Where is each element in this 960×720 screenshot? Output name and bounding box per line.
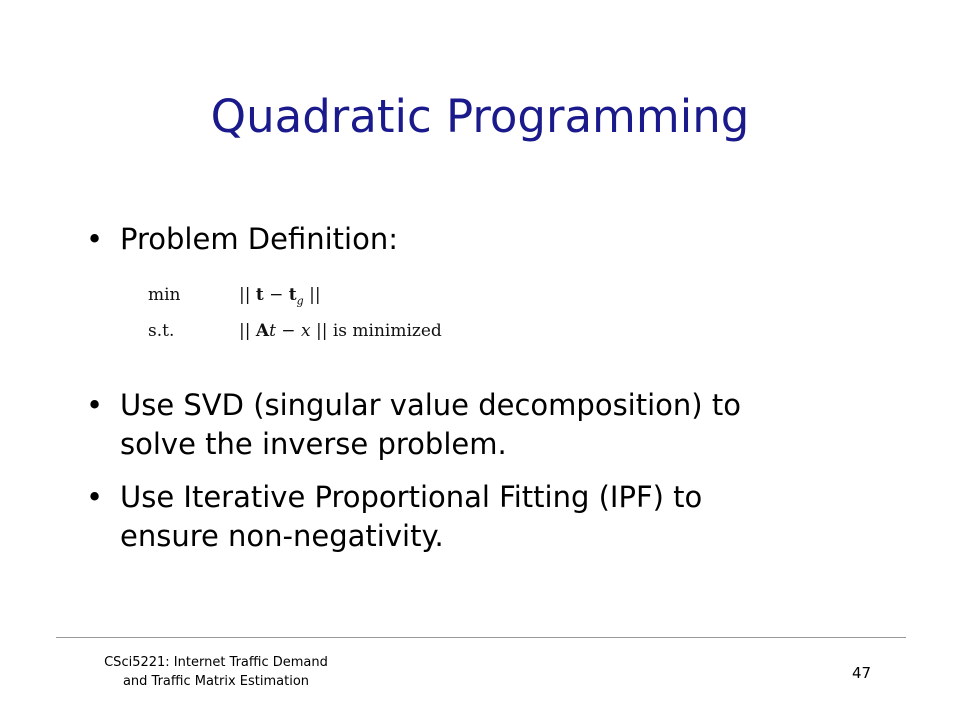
bullet-marker: • — [86, 388, 104, 422]
norm-close: || — [303, 285, 321, 305]
formula-min-label: min — [148, 285, 181, 305]
bullet-marker: • — [86, 480, 104, 514]
formula-objective-row — [148, 285, 508, 311]
page-number: 47 — [852, 664, 872, 682]
bullet-marker: • — [86, 222, 104, 256]
bullet-svd — [86, 386, 886, 466]
norm-open: || — [239, 321, 256, 341]
footer-course-title — [56, 653, 376, 691]
formula-constraint-expression — [239, 321, 442, 341]
bullet-text — [120, 386, 741, 464]
bullet-text-line-2: solve the inverse problem. — [120, 427, 507, 461]
footer-divider — [56, 637, 906, 638]
formula-st-label: s.t. — [148, 321, 175, 341]
norm-close: || — [310, 321, 328, 341]
optimization-formula — [148, 285, 508, 355]
formula-objective-expression — [239, 285, 321, 307]
vector-tg: t — [288, 285, 297, 305]
bullet-text-line-2: ensure non-negativity. — [120, 519, 444, 553]
bullet-text-line-1: Use Iterative Proportional Fitting (IPF) to — [120, 480, 703, 514]
bullet-text — [120, 478, 702, 556]
bullet-ipf — [86, 478, 886, 558]
formula-minimized-text: is minimized — [327, 321, 442, 341]
bullet-problem-definition — [86, 220, 886, 260]
matrix-a: A — [255, 321, 270, 341]
slide-title: Quadratic Programming — [210, 90, 750, 143]
bullet-text-line-1: Use SVD (singular value decomposition) to — [120, 388, 741, 422]
footer-line-1: CSci5221: Internet Traffic Demand — [104, 655, 328, 670]
minus-sign: − — [263, 285, 289, 305]
bullet-text: Problem Definition: — [120, 222, 398, 256]
variable-t: t — [269, 321, 276, 341]
minus-sign: − — [275, 321, 301, 341]
variable-x: x — [300, 321, 311, 341]
formula-constraint-row — [148, 321, 508, 347]
subscript-g: g — [296, 294, 304, 308]
footer-line-2: and Traffic Matrix Estimation — [122, 674, 310, 689]
vector-t: t — [255, 285, 264, 305]
norm-open: || — [239, 285, 256, 305]
